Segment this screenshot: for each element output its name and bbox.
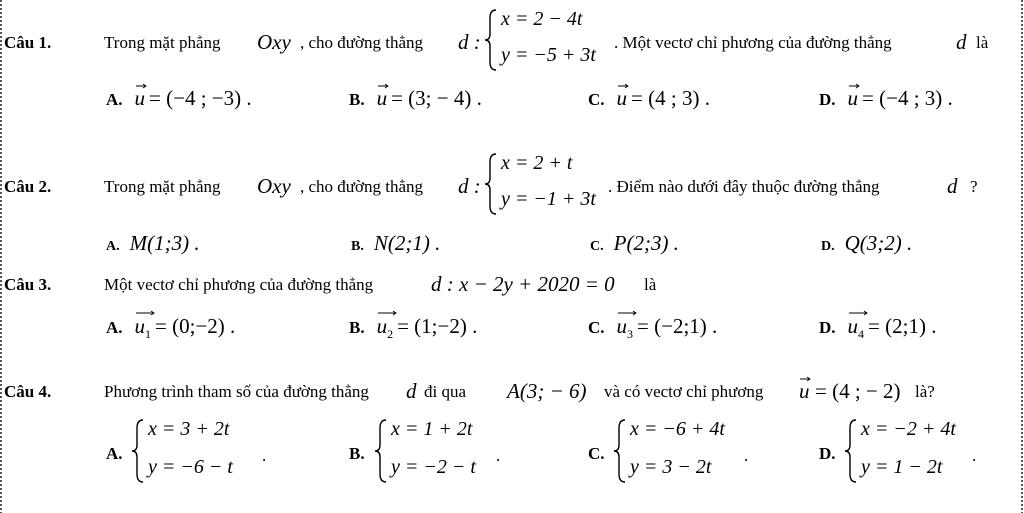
system-line-2: y = −2 − t — [391, 456, 476, 478]
brace-icon — [483, 152, 499, 216]
option-label: B. — [349, 444, 365, 463]
question-text: đi qua — [424, 382, 467, 401]
vector-arrow-icon — [848, 310, 868, 316]
brace-icon — [130, 418, 146, 484]
question-text: Một vectơ chỉ phương của đường thẳng — [104, 275, 374, 294]
parametric-system — [483, 152, 613, 216]
brace-icon — [612, 418, 628, 484]
option-end: . — [262, 446, 267, 465]
option-label: D. — [821, 239, 835, 254]
page-border-left — [0, 0, 2, 513]
option-d[interactable] — [819, 314, 936, 342]
question-text: là — [976, 33, 989, 52]
question-text: , cho đường thẳng — [300, 33, 424, 52]
option-value: = (−4 ; 3) . — [862, 86, 953, 110]
option-a[interactable] — [106, 86, 252, 111]
system-line-1: x = 2 + t — [501, 152, 573, 174]
vector-u4: $u_4$ — [848, 314, 865, 342]
line-equation: d : x − 2y + 2020 = 0 — [431, 272, 615, 296]
question-number: Câu 4. — [4, 382, 52, 401]
option-value: P(2;3) . — [613, 231, 679, 255]
vector-arrow-icon — [799, 376, 811, 382]
option-d[interactable] — [821, 231, 912, 256]
question-text: Trong mặt phẳng — [104, 177, 221, 196]
option-value: = (4 ; 3) . — [631, 86, 710, 110]
option-label: A. — [106, 90, 123, 109]
vector-u: u — [377, 86, 388, 111]
question-number: Câu 1. — [4, 33, 52, 52]
system-line-1: x = −6 + 4t — [630, 418, 725, 440]
option-b[interactable] — [349, 86, 482, 111]
option-label: A. — [106, 444, 123, 463]
option-value: N(2;1) . — [373, 231, 441, 255]
vector-u2: $u_2$ — [377, 314, 394, 342]
brace-icon — [483, 8, 499, 72]
plane-name: Oxy — [257, 30, 291, 54]
option-label: D. — [819, 318, 836, 337]
vector-arrow-icon — [377, 310, 397, 316]
vector-value: = (4 ; − 2) — [815, 379, 901, 403]
option-a[interactable] — [106, 314, 235, 342]
option-value: M(1;3) . — [129, 231, 200, 255]
parametric-system — [483, 8, 613, 72]
option-label: B. — [349, 90, 365, 109]
question-text: là — [644, 275, 657, 294]
vector-u: u — [848, 86, 859, 111]
system-line-1: x = 1 + 2t — [391, 418, 473, 440]
line-ref: d — [947, 174, 958, 198]
option-label: B. — [351, 239, 364, 254]
vector-arrow-icon — [135, 310, 155, 316]
question-text: Phương trình tham số của đường thẳng — [104, 382, 369, 401]
option-label: A. — [106, 239, 120, 254]
option-label: B. — [349, 318, 365, 337]
line-ref: d — [956, 30, 967, 54]
option-value: = (−2;1) . — [637, 314, 718, 338]
point-a: A(3; − 6) — [507, 379, 587, 403]
system-line-2: y = 1 − 2t — [861, 456, 943, 478]
vector-arrow-icon — [617, 83, 629, 89]
parametric-system — [612, 418, 752, 484]
question-text: Trong mặt phẳng — [104, 33, 221, 52]
system-line-1: x = 3 + 2t — [148, 418, 230, 440]
parametric-system — [373, 418, 503, 484]
option-value: = (3; − 4) . — [391, 86, 482, 110]
option-label: D. — [819, 444, 836, 463]
option-c[interactable] — [590, 231, 679, 256]
system-line-1: x = −2 + 4t — [861, 418, 956, 440]
option-end: . — [496, 446, 501, 465]
option-value: = (2;1) . — [868, 314, 937, 338]
vector-u3: $u_3$ — [617, 314, 634, 342]
brace-icon — [373, 418, 389, 484]
option-b[interactable] — [349, 314, 477, 342]
option-label: C. — [588, 318, 605, 337]
vector-u: u — [799, 379, 810, 404]
question-text: . Một vectơ chỉ phương của đường thẳng — [614, 33, 892, 52]
option-label: C. — [588, 90, 605, 109]
option-value: = (0;−2) . — [155, 314, 236, 338]
vector-u: u — [135, 86, 146, 111]
vector-u1: $u_1$ — [135, 314, 152, 342]
option-end: . — [972, 446, 977, 465]
line-ref: d — [406, 379, 417, 403]
plane-name: Oxy — [257, 174, 291, 198]
parametric-system — [130, 418, 260, 484]
line-name: d : — [458, 30, 481, 54]
system-line-2: y = −6 − t — [148, 456, 233, 478]
option-label: C. — [590, 239, 604, 254]
option-value: = (−4 ; −3) . — [149, 86, 252, 110]
brace-icon — [843, 418, 859, 484]
system-line-1: x = 2 − 4t — [501, 8, 583, 30]
system-line-2: y = −1 + 3t — [501, 188, 596, 210]
page-border-right — [1021, 0, 1023, 513]
vector-arrow-icon — [848, 83, 860, 89]
system-line-2: y = −5 + 3t — [501, 44, 596, 66]
option-value: = (1;−2) . — [397, 314, 478, 338]
option-label: C. — [588, 444, 605, 463]
question-text: ? — [970, 177, 978, 196]
question-text: là? — [915, 382, 935, 401]
option-label: D. — [819, 90, 836, 109]
question-text: , cho đường thẳng — [300, 177, 424, 196]
vector-arrow-icon — [377, 83, 389, 89]
vector-arrow-icon — [617, 310, 637, 316]
option-d[interactable] — [819, 86, 953, 111]
option-c[interactable] — [588, 314, 717, 342]
system-line-2: y = 3 − 2t — [630, 456, 712, 478]
question-text: và có vectơ chỉ phương — [604, 382, 764, 401]
parametric-system — [843, 418, 983, 484]
option-b[interactable] — [351, 231, 440, 256]
question-number: Câu 2. — [4, 177, 52, 196]
option-c[interactable] — [588, 86, 710, 111]
option-label: A. — [106, 318, 123, 337]
question-text: . Điểm nào dưới đây thuộc đường thẳng — [608, 177, 880, 196]
line-name: d : — [458, 174, 481, 198]
option-end: . — [744, 446, 749, 465]
option-a[interactable] — [106, 231, 200, 256]
question-number: Câu 3. — [4, 275, 52, 294]
option-value: Q(3;2) . — [844, 231, 913, 255]
vector-arrow-icon — [135, 83, 147, 89]
vector-u: u — [617, 86, 628, 111]
